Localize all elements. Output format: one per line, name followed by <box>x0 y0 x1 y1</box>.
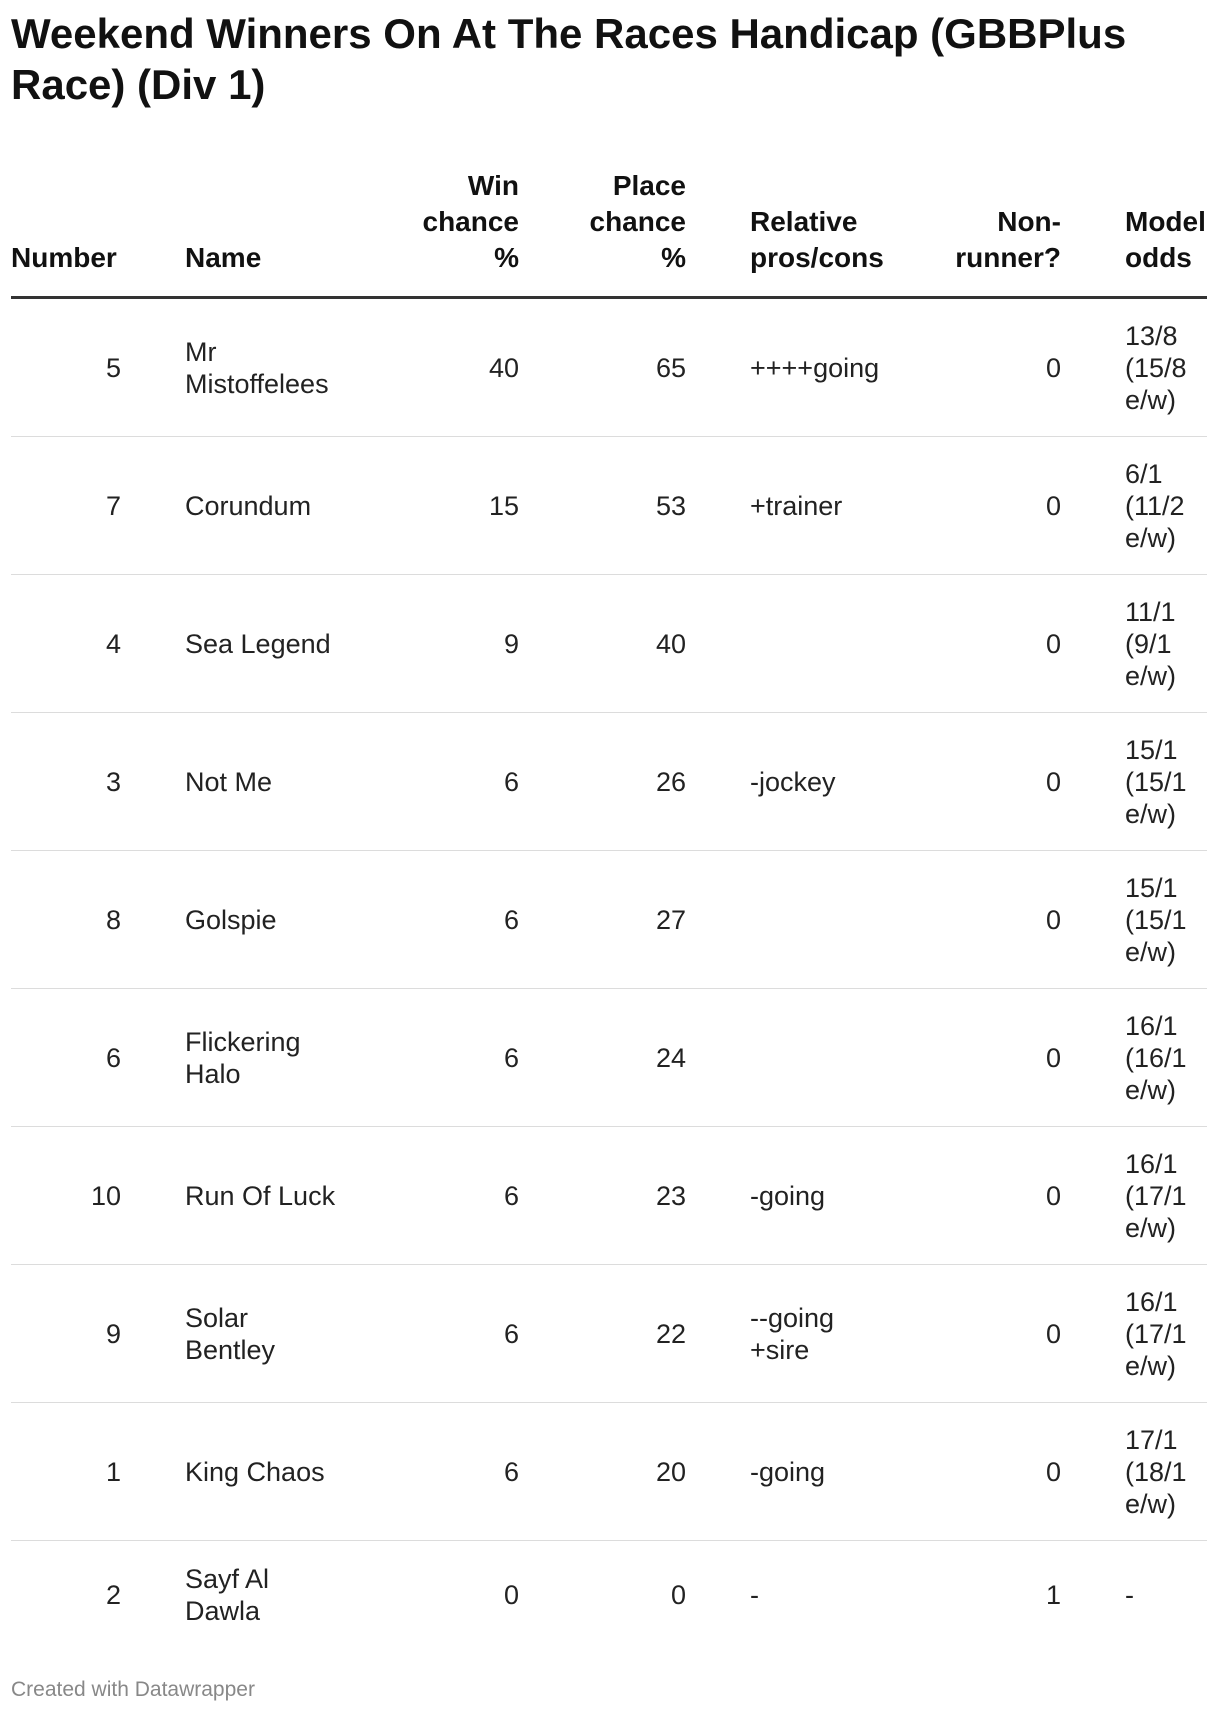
cell-place-chance: 0 <box>670 1580 686 1610</box>
spacer <box>121 851 185 989</box>
cell-non-runner: 0 <box>920 1403 1061 1541</box>
cell-number: 2 <box>105 1580 121 1610</box>
cell-place-chance: 40 <box>519 575 686 713</box>
cell-win-chance: 15 <box>365 437 519 575</box>
spacer <box>686 437 750 575</box>
spacer <box>121 1265 185 1403</box>
cell-name: Flickering Halo <box>185 989 365 1127</box>
spacer <box>1061 1541 1125 1650</box>
table-row <box>11 713 1207 851</box>
cell-place-chance: 24 <box>519 989 686 1127</box>
spacer <box>1061 575 1125 713</box>
cell-model-odds: 16/1 (17/1 e/w) <box>1125 1127 1207 1265</box>
spacer <box>1061 1265 1125 1403</box>
spacer <box>686 1265 750 1403</box>
cell-number: 1 <box>11 1403 121 1541</box>
cell-place-chance: 26 <box>519 713 686 851</box>
cell-number: 10 <box>11 1127 121 1265</box>
cell-non-runner: 0 <box>920 713 1061 851</box>
spacer <box>686 851 750 989</box>
cell-number: 6 <box>11 989 121 1127</box>
cell-place-chance: 23 <box>519 1127 686 1265</box>
spacer <box>121 437 185 575</box>
spacer <box>121 1541 185 1650</box>
cell-number: 9 <box>11 1265 121 1403</box>
cell-model-odds: 11/1 (9/1 e/w) <box>1125 575 1207 713</box>
spacer <box>121 298 185 437</box>
spacer <box>1061 437 1125 575</box>
spacer <box>121 713 185 851</box>
table-row <box>11 298 1207 437</box>
cell-name: King Chaos <box>185 1403 365 1541</box>
cell-number: 3 <box>11 713 121 851</box>
col-header-place[interactable]: Place chance % <box>519 158 686 298</box>
cell-name: Corundum <box>185 437 365 575</box>
cell-number: 5 <box>11 298 121 437</box>
cell-non-runner: 0 <box>920 575 1061 713</box>
col-header-pros[interactable]: Relative pros/cons <box>750 158 920 298</box>
cell-model-odds: 15/1 (15/1 e/w) <box>1125 713 1207 851</box>
cell-non-runner: 0 <box>920 437 1061 575</box>
cell-non-runner: 0 <box>920 1127 1061 1265</box>
spacer <box>121 575 185 713</box>
table-row <box>11 575 1207 713</box>
cell-pros-cons <box>750 575 920 713</box>
cell-model-odds: 13/8 (15/8 e/w) <box>1125 298 1207 437</box>
cell-non-runner: 0 <box>920 298 1061 437</box>
cell-name: Run Of Luck <box>185 1127 365 1265</box>
cell-pros-cons <box>750 989 920 1127</box>
cell-win-chance: 40 <box>365 298 519 437</box>
spacer <box>686 575 750 713</box>
cell-model-odds: 6/1 (11/2 e/w) <box>1125 437 1207 575</box>
spacer <box>686 1403 750 1541</box>
spacer <box>1061 989 1125 1127</box>
chart-title: Weekend Winners On At The Races Handicap (GBBPlus Race) (Div 1) <box>11 10 1127 108</box>
spacer <box>121 989 185 1127</box>
table-row <box>11 1541 1207 1650</box>
credit-footer: Created with Datawrapper <box>11 1678 255 1701</box>
cell-pros-cons: - <box>750 1580 759 1610</box>
spacer <box>686 989 750 1127</box>
spacer <box>686 298 750 437</box>
cell-non-runner: 0 <box>920 1265 1061 1403</box>
spacer <box>1061 298 1125 437</box>
spacer <box>686 1541 750 1650</box>
cell-win-chance: 6 <box>365 851 519 989</box>
cell-name: Solar Bentley <box>185 1265 365 1403</box>
cell-non-runner: 0 <box>920 851 1061 989</box>
cell-name: Sayf Al Dawla <box>185 1564 270 1626</box>
col-header-number[interactable]: Number <box>11 158 121 298</box>
cell-place-chance: 27 <box>519 851 686 989</box>
cell-model-odds: 16/1 (17/1 e/w) <box>1125 1265 1207 1403</box>
cell-name: Not Me <box>185 713 365 851</box>
col-header-nonrunner[interactable]: Non- runner? <box>920 158 1061 298</box>
cell-win-chance: 6 <box>365 1127 519 1265</box>
spacer <box>1061 713 1125 851</box>
cell-model-odds: 15/1 (15/1 e/w) <box>1125 851 1207 989</box>
cell-name: Mr Mistoffelees <box>185 298 365 437</box>
cell-pros-cons: ++++going <box>750 298 920 437</box>
table-row <box>11 1265 1207 1403</box>
col-header-win[interactable]: Win chance % <box>365 158 519 298</box>
cell-win-chance: 6 <box>365 1403 519 1541</box>
cell-pros-cons: --going +sire <box>750 1265 920 1403</box>
table-row <box>11 989 1207 1127</box>
cell-pros-cons <box>750 851 920 989</box>
spacer <box>686 1127 750 1265</box>
cell-win-chance: 6 <box>365 1265 519 1403</box>
cell-name: Golspie <box>185 851 365 989</box>
cell-win-chance: 9 <box>365 575 519 713</box>
race-table <box>11 158 1207 1649</box>
spacer <box>121 1127 185 1265</box>
col-header-name[interactable]: Name <box>185 158 365 298</box>
cell-pros-cons: -going <box>750 1403 920 1541</box>
cell-pros-cons: -going <box>750 1127 920 1265</box>
cell-win-chance: 6 <box>365 989 519 1127</box>
table-row <box>11 1127 1207 1265</box>
cell-place-chance: 20 <box>519 1403 686 1541</box>
cell-number: 8 <box>11 851 121 989</box>
spacer <box>686 713 750 851</box>
header-row <box>11 158 1207 298</box>
cell-model-odds: 17/1 (18/1 e/w) <box>1125 1403 1207 1541</box>
cell-place-chance: 22 <box>519 1265 686 1403</box>
cell-non-runner: 1 <box>1045 1580 1061 1610</box>
spacer <box>1061 1403 1125 1541</box>
cell-model-odds: - <box>1125 1580 1134 1610</box>
col-header-odds[interactable]: Model odds <box>1125 158 1207 298</box>
table-row <box>11 1403 1207 1541</box>
spacer <box>1061 851 1125 989</box>
table-row <box>11 851 1207 989</box>
cell-name: Sea Legend <box>185 575 365 713</box>
spacer <box>121 1403 185 1541</box>
cell-win-chance: 6 <box>365 713 519 851</box>
cell-model-odds: 16/1 (16/1 e/w) <box>1125 989 1207 1127</box>
cell-pros-cons: -jockey <box>750 713 920 851</box>
cell-win-chance: 0 <box>503 1580 519 1610</box>
spacer <box>1061 1127 1125 1265</box>
table-row <box>11 437 1207 575</box>
cell-pros-cons: +trainer <box>750 437 920 575</box>
cell-place-chance: 65 <box>519 298 686 437</box>
cell-place-chance: 53 <box>519 437 686 575</box>
cell-non-runner: 0 <box>920 989 1061 1127</box>
cell-number: 4 <box>11 575 121 713</box>
cell-number: 7 <box>11 437 121 575</box>
